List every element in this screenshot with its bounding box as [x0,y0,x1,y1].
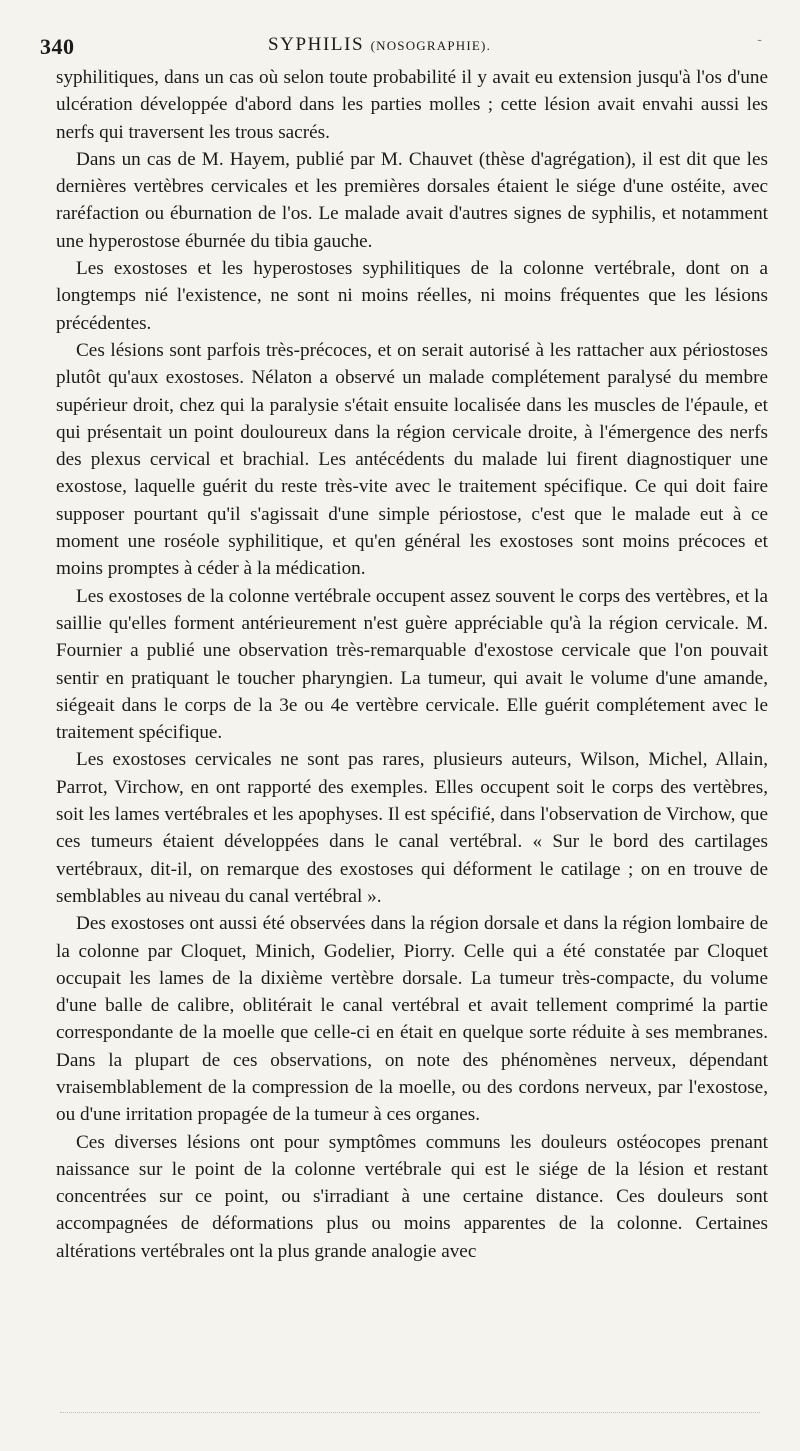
page-header [40,32,762,62]
paragraph: Ces lésions sont parfois très-précoces, et on serait autorisé à les rattacher aux périostoses plutôt qu'aux exostoses. Nélaton a observé un malade complétement paralysé du membre supérieur droit, chez qui la paralysie s'était ensuite localisée dans les muscles de l'épaule, et qui présentait un point douloureux dans la région cervicale droite, à l'émergence des nerfs des plexus cervical et brachial. Les antécédents du malade lui firent diagnostiquer une exostose, laquelle guérit du reste très-vite avec le traitement spécifique. Ce qui doit faire supposer pourtant qu'il s'agissait d'une simple périostose, c'est que le malade eut à ce moment une roséole syphilitique, et qu'en général les exostoses sont moins précoces et moins promptes à céder à la médication. [56,339,768,580]
paragraph: Les exostoses cervicales ne sont pas rares, plusieurs auteurs, Wilson, Michel, Allain, Parrot, Virchow, en ont rapporté des exemples. Elles occupent soit le corps des vertèbres, soit les lames vertébrales et les apophyses. Il est spécifié, dans l'observation de Virchow, que ces tumeurs étaient développées dans le canal vertébral. « Sur le bord des cartilages vertébraux, dit-il, on remarque des exostoses qui déforment le catilage ; on en trouve de semblables au niveau du canal vertébral ». [56,749,768,907]
paragraph: Dans un cas de M. Hayem, publié par M. Chauvet (thèse d'agrégation), il est dit que les dernières vertèbres cervicales et les premières dorsales étaient le siége d'une ostéite, avec raréfaction ou éburnation de l'os. Le malade avait d'autres signes de syphilis, et notamment une hyperostose éburnée du tibia gauche. [56,148,768,252]
paragraph: Les exostoses et les hyperostoses syphilitiques de la colonne vertébrale, dont on a longtemps nié l'existence, ne sont ni moins réelles, ni moins fréquentes que les lésions précédentes. [56,258,768,334]
paragraph: Ces diverses lésions ont pour symptômes communs les douleurs ostéocopes prenant naissance sur le point de la colonne vertébrale qui est le siége de la lésion et restant concentrées sur ce point, ou s'irradiant à une certaine distance. Ces douleurs sont accompagnées de déformations plus ou moins apparentes de la colonne. Certaines altérations vertébrales ont la plus grande analogie avec [56,1131,768,1262]
paragraph: Des exostoses ont aussi été observées dans la région dorsale et dans la région lombaire de la colonne par Cloquet, Minich, Godelier, Piorry. Celle qui a été constatée par Cloquet occupait les lames de la dixième vertèbre dorsale. La tumeur très-compacte, du volume d'une balle de calibre, oblitérait le canal vertébral et avait tellement comprimé la partie correspondante de la moelle que celle-ci en était en quelque sorte réduite à ses membranes. Dans la plupart de ces observations, on note des phénomènes nerveux, dépendant vraisemblablement de la compression de la moelle, ou des cordons nerveux, par l'exostose, ou d'une irritation propagée de la tumeur à ces organes. [56,913,768,1126]
running-head-subtitle: (NOSOGRAPHIE). [370,38,492,53]
footer-rule [60,1404,760,1413]
corner-mark: - [757,32,762,48]
running-head [268,34,491,56]
paragraph-continuation: syphilitiques, dans un cas où selon toute probabilité il y avait eu extension jusqu'à l'os d'une ulcération développée d'abord dans les parties molles ; cette lésion avait envahi aussi les nerfs qui traversent les trous sacrés. [56,67,768,143]
body-text [56,64,768,1265]
page-number: 340 [40,34,75,59]
running-head-title: SYPHILIS [268,34,365,55]
paragraph: Les exostoses de la colonne vertébrale occupent assez souvent le corps des vertèbres, et la saillie qu'elles forment antérieurement n'est guère appréciable qu'à la région cervicale. M. Fournier a publié une observation très-remarquable d'exostose cervicale que l'on pouvait sentir en pratiquant le toucher pharyngien. La tumeur, qui avait le volume d'une amande, siégeait dans le corps de la 3e ou 4e vertèbre cervicale. Elle guérit complétement avec le traitement spécifique. [56,585,768,744]
